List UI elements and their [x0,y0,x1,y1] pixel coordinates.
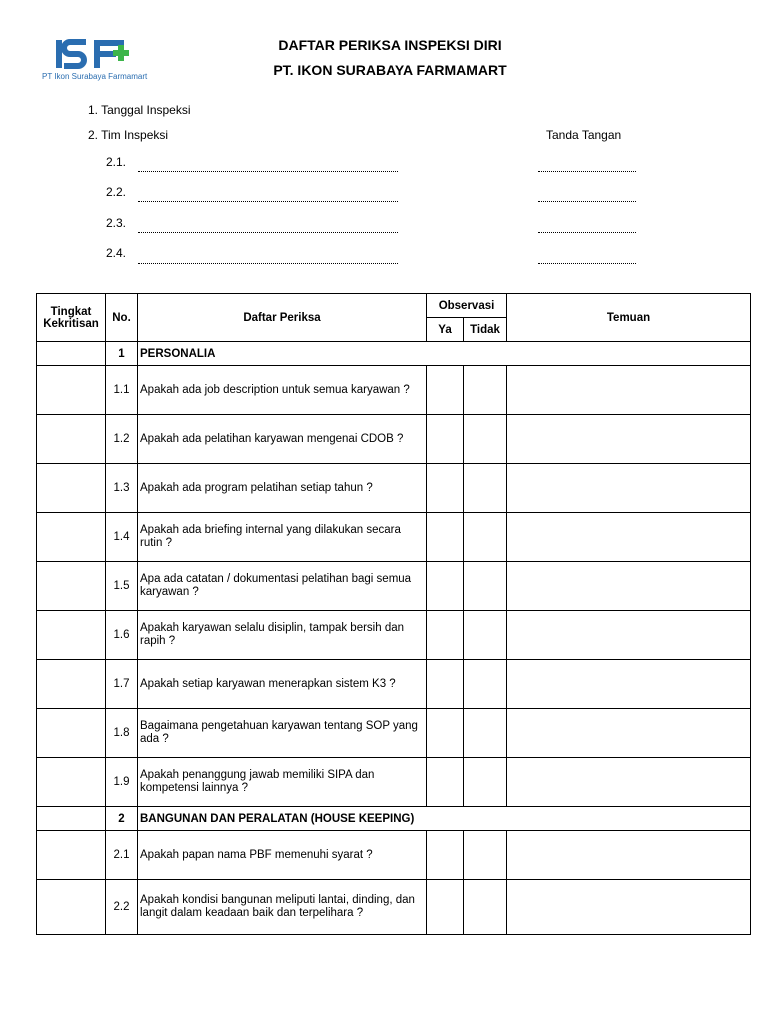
table-row [37,464,751,513]
item-number: 2.1 [106,831,138,880]
no-cell[interactable] [464,562,507,611]
no-cell[interactable] [464,880,507,935]
findings-cell[interactable] [507,366,751,415]
logo-caption: PT Ikon Surabaya Farmamart [42,72,148,81]
findings-cell[interactable] [507,415,751,464]
findings-cell[interactable] [507,562,751,611]
checklist-question: Apakah ada briefing internal yang dilakukan secara rutin ? [138,513,427,562]
section-title: PERSONALIA [138,342,751,366]
criticality-cell[interactable] [37,366,106,415]
table-row [37,660,751,709]
table-row [37,513,751,562]
team-member-number: 2.3. [106,216,127,230]
findings-cell[interactable] [507,709,751,758]
criticality-cell[interactable] [37,807,106,831]
item-number: 1.1 [106,366,138,415]
table-row [37,415,751,464]
header-observation: Observasi [427,294,507,318]
inspection-team-label: 2. Tim Inspeksi [88,128,169,142]
item-number: 1.2 [106,415,138,464]
team-member-number: 2.2. [106,185,127,199]
findings-cell[interactable] [507,660,751,709]
yes-cell[interactable] [427,709,464,758]
criticality-cell[interactable] [37,880,106,935]
yes-cell[interactable] [427,464,464,513]
item-number: 1.9 [106,758,138,807]
findings-cell[interactable] [507,611,751,660]
item-number: 1.7 [106,660,138,709]
findings-cell[interactable] [507,464,751,513]
team-member-name-line[interactable] [138,200,398,202]
team-member-number: 2.1. [106,155,127,169]
team-member-signature-line[interactable] [538,170,636,172]
criticality-cell[interactable] [37,709,106,758]
yes-cell[interactable] [427,758,464,807]
table-row [37,831,751,880]
item-number: 1.3 [106,464,138,513]
table-row [37,562,751,611]
item-number: 2.2 [106,880,138,935]
section-title: BANGUNAN DAN PERALATAN (HOUSE KEEPING) [138,807,751,831]
no-cell[interactable] [464,758,507,807]
header-yes: Ya [427,318,464,342]
item-number: 1.5 [106,562,138,611]
criticality-cell[interactable] [37,611,106,660]
section-number: 1 [106,342,138,366]
checklist-question: Apakah setiap karyawan menerapkan sistem K3 ? [138,660,427,709]
header-findings: Temuan [507,294,751,342]
criticality-cell[interactable] [37,464,106,513]
company-name: PT. IKON SURABAYA FARMAMART [273,62,507,78]
team-member-name-line[interactable] [138,262,398,264]
no-cell[interactable] [464,415,507,464]
criticality-cell[interactable] [37,513,106,562]
section-row [37,807,751,831]
no-cell[interactable] [464,831,507,880]
table-row [37,758,751,807]
checklist-question: Apakah ada job description untuk semua karyawan ? [138,366,427,415]
criticality-cell[interactable] [37,660,106,709]
checklist-question: Apakah penanggung jawab memiliki SIPA dan kompetensi lainnya ? [138,758,427,807]
yes-cell[interactable] [427,660,464,709]
checklist-question: Apakah ada pelatihan karyawan mengenai CDOB ? [138,415,427,464]
item-number: 1.8 [106,709,138,758]
yes-cell[interactable] [427,513,464,562]
table-row [37,709,751,758]
table-row [37,366,751,415]
checklist-question: Apakah karyawan selalu disiplin, tampak bersih dan rapih ? [138,611,427,660]
table-row [37,880,751,935]
header-number: No. [106,294,138,342]
yes-cell[interactable] [427,366,464,415]
signature-label: Tanda Tangan [546,128,622,142]
inspection-date-label: 1. Tanggal Inspeksi [88,103,191,117]
checklist-question: Apakah papan nama PBF memenuhi syarat ? [138,831,427,880]
yes-cell[interactable] [427,562,464,611]
checklist-question: Apa ada catatan / dokumentasi pelatihan bagi semua karyawan ? [138,562,427,611]
section-number: 2 [106,807,138,831]
criticality-cell[interactable] [37,415,106,464]
criticality-cell[interactable] [37,831,106,880]
team-member-name-line[interactable] [138,170,398,172]
checklist-question: Bagaimana pengetahuan karyawan tentang SOP yang ada ? [138,709,427,758]
criticality-cell[interactable] [37,758,106,807]
header-checklist: Daftar Periksa [138,294,427,342]
yes-cell[interactable] [427,831,464,880]
no-cell[interactable] [464,464,507,513]
no-cell[interactable] [464,366,507,415]
no-cell[interactable] [464,660,507,709]
team-member-signature-line[interactable] [538,231,636,233]
document-title: DAFTAR PERIKSA INSPEKSI DIRI [278,37,502,53]
section-row [37,342,751,366]
team-member-number: 2.4. [106,246,127,260]
yes-cell[interactable] [427,880,464,935]
criticality-cell[interactable] [37,342,106,366]
findings-cell[interactable] [507,831,751,880]
no-cell[interactable] [464,611,507,660]
item-number: 1.4 [106,513,138,562]
header-no: Tidak [464,318,507,342]
item-number: 1.6 [106,611,138,660]
table-row [37,611,751,660]
yes-cell[interactable] [427,415,464,464]
findings-cell[interactable] [507,880,751,935]
team-member-signature-line[interactable] [538,200,636,202]
checklist-question: Apakah kondisi bangunan meliputi lantai, dinding, dan langit dalam keadaan baik dan terpelihara ? [138,880,427,935]
findings-cell[interactable] [507,513,751,562]
findings-cell[interactable] [507,758,751,807]
no-cell[interactable] [464,709,507,758]
criticality-cell[interactable] [37,562,106,611]
team-member-signature-line[interactable] [538,262,636,264]
no-cell[interactable] [464,513,507,562]
checklist-question: Apakah ada program pelatihan setiap tahun ? [138,464,427,513]
header-criticality: Tingkat Kekritisan [37,294,106,342]
yes-cell[interactable] [427,611,464,660]
inspection-checklist-table [36,293,751,935]
team-member-name-line[interactable] [138,231,398,233]
